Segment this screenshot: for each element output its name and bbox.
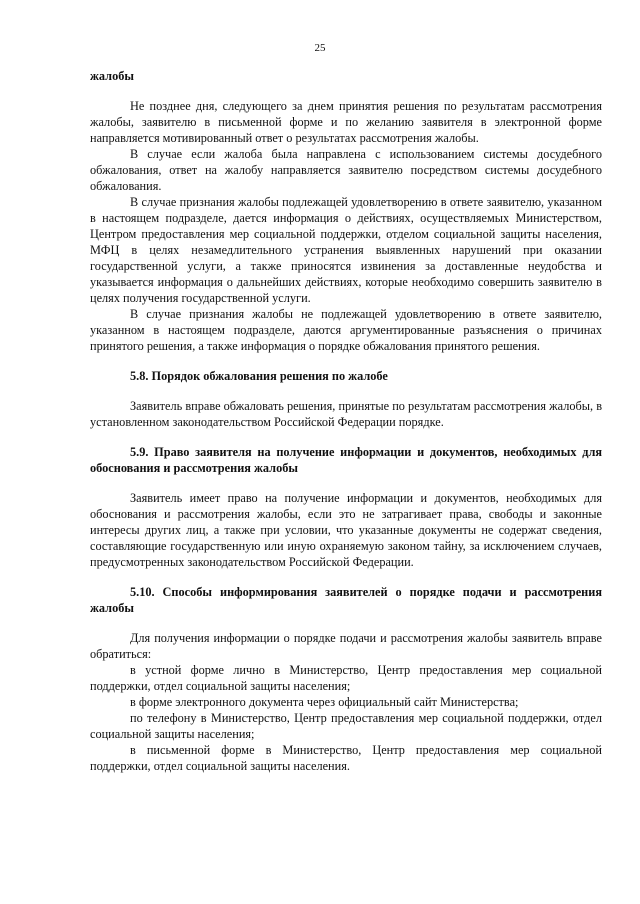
list-item: в форме электронного документа через официальный сайт Министерства; xyxy=(130,695,519,709)
page-content xyxy=(90,68,602,774)
paragraph: В случае признания жалобы не подлежащей удовлетворению в ответе заявителю, указанном в настоящем подразделе, даются аргументированные разъяснения о причинах принятого решения, а также информация о порядке обжалования принятого решения. xyxy=(90,307,602,353)
section-5-9-heading: 5.9. Право заявителя на получение информации и документов, необходимых для обоснования и рассмотрения жалобы xyxy=(90,445,602,475)
paragraph: В случае признания жалобы подлежащей удовлетворению в ответе заявителю, указанном в настоящем подразделе, дается информация о действиях, осуществляемых Министерством, Центром предоставления мер социальной поддержки, отделом социальной защиты населения, МФЦ в целях незамедлительного устранения выявленных нарушений при оказании государственной услуги, а также приносятся извинения за доставленные неудобства и указывается информация о дальнейших действиях, которые необходимо совершить заявителю в целях получения государственной услуги. xyxy=(90,195,602,305)
section-5-10-lead: Для получения информации о порядке подачи и рассмотрения жалобы заявитель вправе обратиться: xyxy=(90,631,602,661)
section-5-8-paragraph: Заявитель вправе обжаловать решения, принятые по результатам рассмотрения жалобы, в установленном законодательством Российской Федерации порядке. xyxy=(90,399,602,429)
list-item: в устной форме лично в Министерство, Центр предоставления мер социальной поддержки, отдел социальной защиты населения; xyxy=(90,663,602,693)
paragraph: В случае если жалоба была направлена с использованием системы досудебного обжалования, ответ на жалобу направляется заявителю посредством системы досудебного обжалования. xyxy=(90,147,602,193)
section-5-8-heading: 5.8. Порядок обжалования решения по жалобе xyxy=(130,369,388,383)
list-item: по телефону в Министерство, Центр предоставления мер социальной поддержки, отдел социальной защиты населения; xyxy=(90,711,602,741)
section-5-10-heading: 5.10. Способы информирования заявителей о порядке подачи и рассмотрения жалобы xyxy=(90,585,602,615)
section-heading-tail: жалобы xyxy=(90,69,134,83)
section-5-9-paragraph: Заявитель имеет право на получение информации и документов, необходимых для обоснования и рассмотрения жалобы, если это не затрагивает права, свободы и законные интересы других лиц, а также при условии, что указанные документы не содержат сведения, составляющие государственную или иную охраняемую законом тайну, за исключением случаев, предусмотренных законодательством Российской Федерации. xyxy=(90,491,602,569)
paragraph: Не позднее дня, следующего за днем принятия решения по результатам рассмотрения жалобы, заявителю в письменной форме и по желанию заявителя в электронной форме направляется мотивированный ответ о результатах рассмотрения жалобы. xyxy=(90,99,602,145)
list-item: в письменной форме в Министерство, Центр предоставления мер социальной поддержки, отдел социальной защиты населения. xyxy=(90,743,602,773)
page-number: 25 xyxy=(314,42,326,54)
section-5-7-body xyxy=(90,98,602,354)
